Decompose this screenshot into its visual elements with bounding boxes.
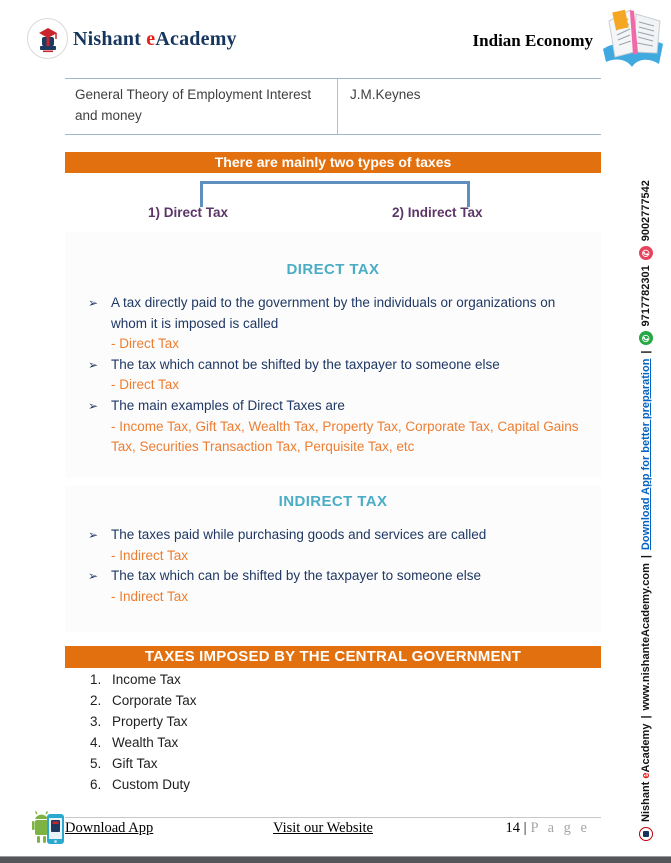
- table-cell-author: J.M.Keynes: [350, 87, 421, 102]
- bullet-text: The tax which can be shifted by the taxpayer to someone else: [111, 568, 481, 584]
- list-label: Wealth Tax: [112, 735, 179, 750]
- list-number: 2.: [90, 693, 102, 708]
- bullet-text: The main examples of Direct Taxes are: [111, 397, 345, 413]
- vertical-sidebar: [635, 131, 657, 841]
- indirect-tax-bullets: [88, 525, 593, 607]
- footer-divider: [65, 817, 601, 818]
- central-govt-banner: TAXES IMPOSED BY THE CENTRAL GOVERNMENT: [65, 646, 601, 668]
- list-number: 3.: [90, 714, 102, 729]
- bullet-text: The tax which cannot be shifted by the taxpayer to someone else: [111, 356, 500, 372]
- list-label: Income Tax: [112, 672, 181, 687]
- sidebar-phone1: 9717782301: [640, 265, 652, 327]
- brand-part2: Academy: [155, 28, 237, 50]
- direct-tax-label: 1) Direct Tax: [148, 205, 229, 220]
- android-phone-icon: [29, 809, 69, 854]
- list-label: Custom Duty: [112, 777, 191, 792]
- arrow-bullet-icon: ➢: [88, 296, 99, 310]
- central-taxes-list: [90, 669, 197, 795]
- bullet-text: The taxes paid while purchasing goods and services are called: [111, 527, 487, 542]
- visit-website-link[interactable]: Visit our Website: [273, 820, 373, 836]
- bullet-answer: - Direct Tax: [111, 336, 180, 352]
- sidebar-sep: |: [640, 555, 652, 559]
- direct-tax-heading: DIRECT TAX: [286, 261, 380, 278]
- arrow-bullet-icon: ➢: [88, 398, 99, 413]
- list-item: [90, 711, 197, 732]
- table-cell-book: General Theory of Employment Interest and money: [65, 79, 338, 134]
- download-app-link[interactable]: Download App: [65, 820, 154, 836]
- page-bottom-edge: [0, 856, 671, 863]
- list-item: [90, 753, 197, 774]
- page-num-value: 14: [505, 820, 520, 836]
- brand-part1: Nishant: [73, 28, 147, 50]
- list-item: [90, 732, 197, 753]
- bullet-item: [88, 396, 593, 458]
- list-number: 1.: [90, 672, 102, 687]
- subject-title: Indian Economy: [472, 31, 593, 50]
- bullet-answer: - Indirect Tax: [111, 588, 189, 604]
- bullet-item: [88, 525, 593, 566]
- sidebar-phone2: 9002777542: [640, 180, 652, 242]
- arrow-bullet-icon: ➢: [88, 569, 99, 584]
- arrow-bullet-icon: ➢: [88, 528, 99, 542]
- sidebar-brand-part1: Nishant: [640, 778, 652, 822]
- sidebar-sep: |: [640, 715, 652, 719]
- sidebar-website: www.nishanteAcademy.com: [640, 563, 652, 711]
- page-num-sep: |: [523, 820, 527, 836]
- list-item: [90, 690, 197, 711]
- sidebar-brand-part2: Academy: [640, 723, 652, 773]
- list-label: Corporate Tax: [112, 693, 197, 708]
- sidebar-brand: [640, 724, 652, 822]
- open-book-icon: [597, 3, 667, 80]
- page-number: [505, 820, 590, 837]
- bullet-item: [88, 293, 593, 355]
- brand-title: [73, 28, 237, 51]
- tax-types-banner: There are mainly two types of taxes: [65, 152, 601, 173]
- list-number: 5.: [90, 756, 102, 771]
- bullet-item: [88, 355, 593, 396]
- bracket-connector: [200, 181, 470, 207]
- indirect-tax-label: 2) Indirect Tax: [392, 205, 483, 220]
- sidebar-download-link[interactable]: Download App for better preparation: [640, 358, 652, 551]
- list-label: Property Tax: [112, 714, 188, 729]
- list-item: [90, 669, 197, 690]
- list-label: Gift Tax: [112, 756, 158, 771]
- academy-logo-icon: [27, 18, 68, 59]
- phone-icon: ✆: [639, 246, 653, 260]
- sidebar-sep: |: [640, 350, 652, 354]
- sidebar-brand-accent: e: [640, 772, 652, 779]
- bullet-item: [88, 566, 593, 607]
- indirect-tax-heading: INDIRECT TAX: [278, 493, 388, 510]
- whatsapp-icon: ✆: [639, 331, 653, 345]
- graduation-cap-logo-icon: [31, 22, 65, 56]
- bullet-text: A tax directly paid to the government by the individuals or organizations on whom it is imposed is called: [111, 295, 556, 331]
- list-item: [90, 774, 197, 795]
- academy-mini-logo-icon: [639, 827, 653, 841]
- bullet-answer: - Indirect Tax: [111, 547, 189, 563]
- arrow-bullet-icon: ➢: [88, 357, 99, 372]
- reference-table: [65, 78, 601, 135]
- brand-accent: e: [146, 28, 156, 50]
- direct-tax-bullets: [88, 293, 593, 458]
- list-number: 6.: [90, 777, 102, 792]
- page-word: P a g e: [530, 820, 590, 836]
- bullet-answer: - Direct Tax: [111, 377, 180, 393]
- list-number: 4.: [90, 735, 102, 750]
- bullet-answer: - Income Tax, Gift Tax, Wealth Tax, Property Tax, Corporate Tax, Capital Gains Tax, Securities Transaction Tax, Perquisite Tax, etc: [111, 418, 579, 455]
